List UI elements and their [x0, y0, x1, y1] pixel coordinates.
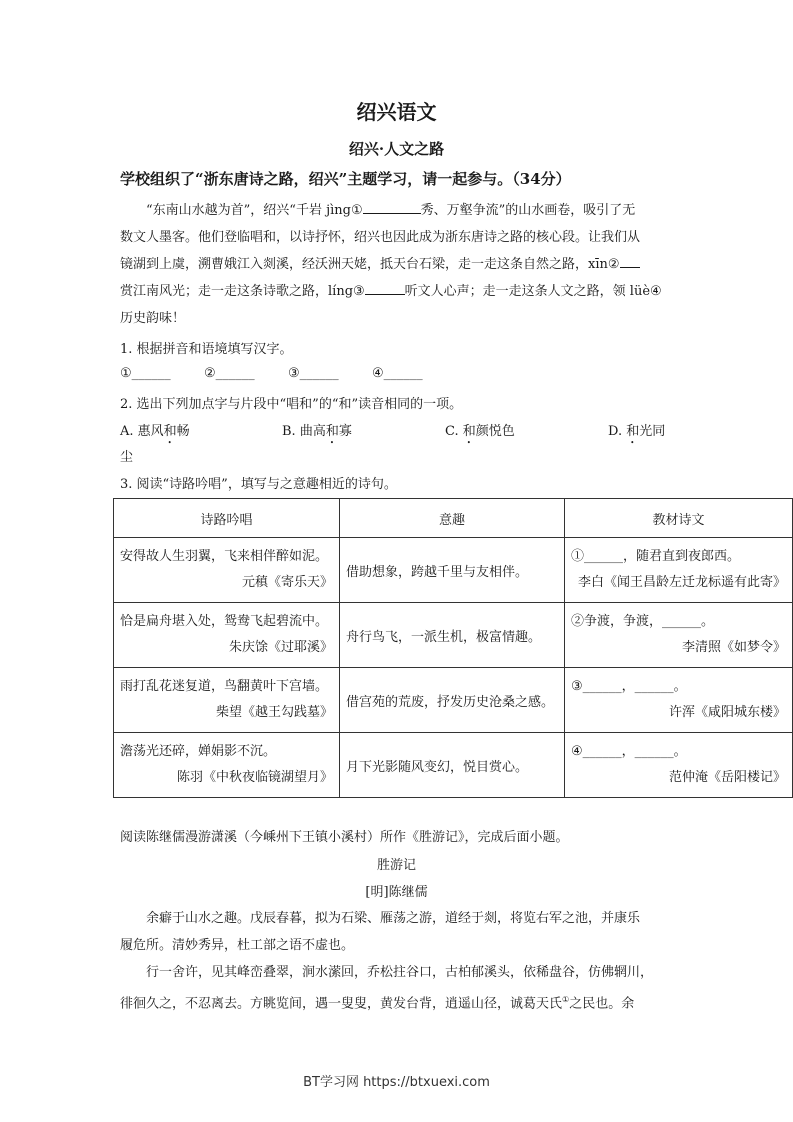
blank-2 — [620, 252, 640, 268]
passage-line: 镜湖到上虞，溯曹娥江入剡溪，经沃洲天姥，抵天台石梁，走一走这条自然之路，xīn② — [120, 251, 675, 278]
meaning-cell: 舟行鸟飞，一派生机，极富情趣。 — [339, 603, 564, 668]
table-row — [114, 733, 793, 798]
passage-line: “东南山水越为首”，绍兴“千岩 jìng① 秀、万壑争流”的山水画卷，吸引了无 — [120, 197, 675, 224]
footnote-marker: ① — [562, 995, 570, 1004]
poem-cell: 安得故人生羽翼，飞来相伴醉如泥。 元稹《寄乐天》 — [114, 538, 340, 603]
q1-blank-1: ①______ — [120, 366, 171, 381]
passage-line: 行一舍许，见其峰峦叠翠，涧水潆回，乔松拄谷口，古柏郁溪头，依稀盘谷，仿佛辋川， — [146, 965, 654, 980]
blank-1 — [363, 198, 421, 214]
blank-3 — [365, 279, 405, 295]
table-header: 意趣 — [339, 499, 564, 538]
reading-author: [明]陈继儒 — [365, 885, 428, 900]
question-1: 1. 根据拼音和语境填写汉字。 — [120, 342, 293, 357]
meaning-cell: 借宫苑的荒废，抒发历史沧桑之感。 — [339, 668, 564, 733]
poem-cell: 澹荡光还碎，婵娟影不沉。 陈羽《中秋夜临镜湖望月》 — [114, 733, 340, 798]
meaning-cell: 借助想象，跨越千里与友相伴。 — [339, 538, 564, 603]
intro-passage — [120, 197, 675, 332]
passage-line: 数文人墨客。他们登临唱和，以诗抒怀，绍兴也因此成为浙东唐诗之路的核心段。让我们从 — [120, 230, 641, 245]
meaning-cell: 月下光影随风变幻，悦目赏心。 — [339, 733, 564, 798]
q1-blank-4: ④______ — [372, 366, 423, 381]
text-cell[interactable]: ①______，随君直到夜郎西。 李白《闻王昌龄左迁龙标遥有此寄》 — [565, 538, 793, 603]
table-header: 教材诗文 — [565, 499, 793, 538]
passage-line: 徘徊久之，不忍离去。方眺览间，遇一叟叟，黄发台背，逍遥山径，诚葛天氏①之民也。余 — [120, 995, 635, 1012]
q2-option-b[interactable]: B. 曲高和寡 — [282, 424, 352, 439]
poem-cell: 恰是扁舟堪入处，鸳鸯飞起碧流中。 朱庆馀《过耶溪》 — [114, 603, 340, 668]
passage-line: 履危所。清妙秀异，杜工部之语不虚也。 — [120, 938, 355, 953]
table-row — [114, 603, 793, 668]
poem-table — [113, 498, 793, 798]
q1-blank-2: ②______ — [204, 366, 255, 381]
text-cell[interactable]: ④______，______。 范仲淹《岳阳楼记》 — [565, 733, 793, 798]
table-row — [114, 538, 793, 603]
passage-line: 历史韵味！ — [120, 311, 186, 326]
text-cell[interactable]: ③______，______。 许浑《咸阳城东楼》 — [565, 668, 793, 733]
q2-option-d-wrap: 尘 — [120, 450, 134, 465]
table-header-row — [114, 499, 793, 538]
page-title: 绍兴语文 — [356, 100, 437, 124]
question-2: 2. 选出下列加点字与片段中“唱和”的“和”读音相同的一项。 — [120, 397, 463, 412]
q2-option-d[interactable]: D. 和光同 — [608, 424, 666, 439]
table-header: 诗路吟唱 — [114, 499, 340, 538]
passage-line: 余癖于山水之趣。戊辰春暮，拟为石梁、雁荡之游，道经于剡，将览右军之池，并康乐 — [146, 911, 641, 926]
reading-title: 胜游记 — [376, 858, 416, 873]
text-cell[interactable]: ②争渡，争渡，______。 李清照《如梦令》 — [565, 603, 793, 668]
reading-passage — [120, 905, 675, 1013]
table-row — [114, 668, 793, 733]
q2-option-c[interactable]: C. 和颜悦色 — [445, 424, 515, 439]
q2-option-a[interactable]: A. 惠风和畅 — [120, 424, 190, 439]
passage-line: 赏江南风光；走一走这条诗歌之路，líng③ 听文人心声；走一走这条人文之路，领 lüè④ — [120, 278, 675, 305]
section-heading: 学校组织了“浙东唐诗之路，绍兴”主题学习，请一起参与。（34分） — [120, 170, 571, 188]
q1-blank-3: ③______ — [288, 366, 339, 381]
poem-cell: 雨打乱花迷复道，鸟翻黄叶下宫墙。 柴望《越王勾践墓》 — [114, 668, 340, 733]
footer-watermark: BT学习网 https://btxuexi.com — [303, 1075, 490, 1090]
question-3: 3. 阅读“诗路吟唱”，填写与之意趣相近的诗句。 — [120, 477, 397, 492]
section-subtitle: 绍兴·人文之路 — [348, 140, 445, 158]
reading-intro: 阅读陈继儒漫游潇溪（今嵊州下王镇小溪村）所作《胜游记》，完成后面小题。 — [120, 830, 569, 845]
